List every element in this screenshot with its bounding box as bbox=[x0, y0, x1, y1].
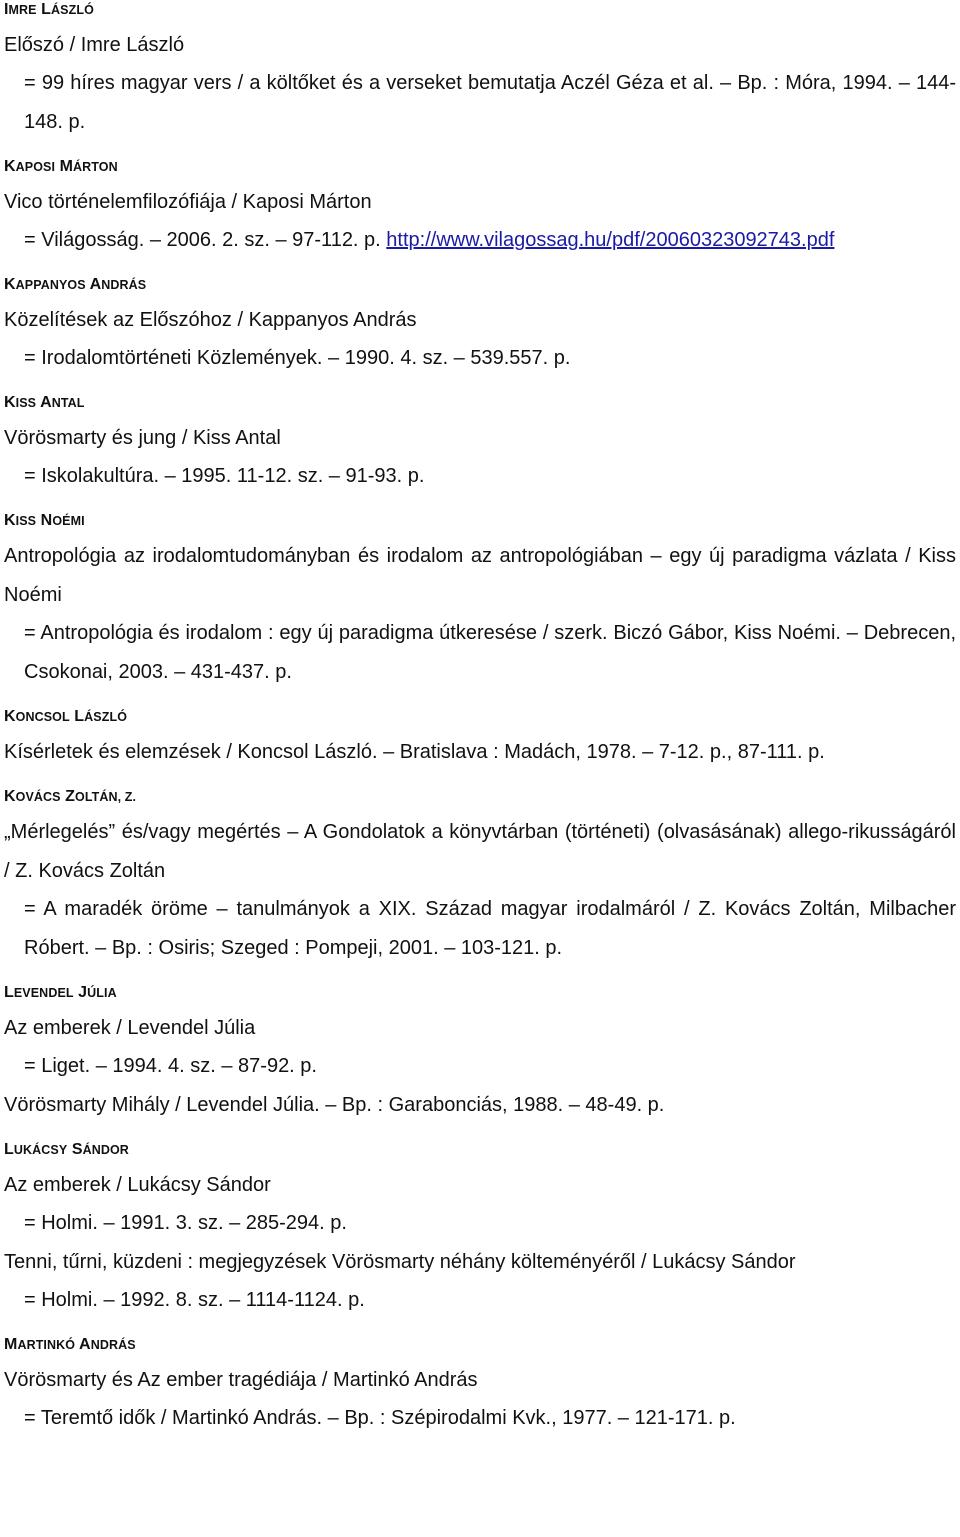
work-title-line: Előszó / Imre László bbox=[4, 34, 185, 56]
author-name-part: L bbox=[4, 984, 14, 1001]
author-heading bbox=[4, 511, 956, 531]
bibliography-entry bbox=[4, 511, 956, 692]
source-citation-line: = Teremtő idők / Martinkó András. – Bp. : Szépirodalmi Kvk., 1977. – 121-171. p. bbox=[24, 1407, 736, 1429]
author-name-part: L bbox=[41, 1, 52, 18]
author-name-part: L bbox=[4, 1141, 14, 1158]
work-title-line: „Mérlegelés” és/vagy megértés – A Gondolatok a könyvtárban (történeti) (olvasásának) allego-rikusságáról / Z. Kovács Zoltán bbox=[4, 821, 956, 882]
author-name-part: L bbox=[74, 708, 85, 725]
bibliography-document bbox=[4, 0, 956, 1438]
author-name-part: NDRÁS bbox=[101, 278, 147, 292]
source-citation-line: = 99 híres magyar vers / a költőket és a verseket bemutatja Aczél Géza et al. – Bp. : Móra, 1994. – 144-148. p. bbox=[24, 72, 956, 133]
source-citation-line bbox=[4, 221, 956, 260]
author-heading bbox=[4, 787, 956, 807]
work-title-line: Az emberek / Lukácsy Sándor bbox=[4, 1174, 271, 1196]
author-name-part: ÚLIA bbox=[87, 986, 117, 1000]
work-title-line: Közelítések az Előszóhoz / Kappanyos András bbox=[4, 309, 417, 331]
author-name-part: OLTÁN, Z. bbox=[75, 790, 137, 804]
bibliography-entry bbox=[4, 1335, 956, 1438]
work-title-line: Vörösmarty és Az ember tragédiája / Martinkó András bbox=[4, 1369, 478, 1391]
author-name-part: M bbox=[59, 158, 74, 175]
author-name-part: K bbox=[4, 512, 16, 529]
author-name-part: UKÁCSY bbox=[13, 1143, 68, 1157]
author-name-part: APOSI bbox=[15, 160, 56, 174]
author-name-part: ISS bbox=[15, 514, 37, 528]
author-name-part: ÁSZLÓ bbox=[51, 3, 94, 17]
work-title-line: Vörösmarty és jung / Kiss Antal bbox=[4, 427, 281, 449]
author-name-part: ISS bbox=[15, 396, 37, 410]
author-name-part: N bbox=[40, 512, 53, 529]
author-name-part: K bbox=[4, 788, 16, 805]
author-name-part: K bbox=[4, 708, 16, 725]
author-heading bbox=[4, 0, 956, 20]
source-citation-line: = Irodalomtörténeti Közlemények. – 1990. 4. sz. – 539.557. p. bbox=[24, 347, 571, 369]
author-heading bbox=[4, 1140, 956, 1160]
bibliography-entry bbox=[4, 1140, 956, 1320]
author-name-part: ONCSOL bbox=[15, 710, 70, 724]
author-heading bbox=[4, 393, 956, 413]
author-name-part: NTAL bbox=[51, 396, 85, 410]
author-name-part: K bbox=[4, 158, 16, 175]
author-name-part: K bbox=[4, 394, 16, 411]
source-citation-line: = A maradék öröme – tanulmányok a XIX. Század magyar irodalmáról / Z. Kovács Zoltán, Milbacher Róbert. – Bp. : Osiris; Szeged : Pompeji, 2001. – 103-121. p. bbox=[24, 898, 956, 959]
work-title-line: Tenni, tűrni, küzdeni : megjegyzések Vörösmarty néhány költeményéről / Lukácsy Sándor bbox=[4, 1251, 796, 1273]
author-name-part: ÁSZLÓ bbox=[84, 710, 128, 724]
source-citation-line: = Iskolakultúra. – 1995. 11-12. sz. – 91-93. p. bbox=[24, 465, 425, 487]
source-citation-line: = Antropológia és irodalom : egy új paradigma útkeresése / szerk. Biczó Gábor, Kiss Noémi. – Debrecen, Csokonai, 2003. – 431-437. p. bbox=[24, 622, 956, 683]
work-title-line: Antropológia az irodalomtudományban és irodalom az antropológiában – egy új paradigma vázlata / Kiss Noémi bbox=[4, 545, 956, 606]
author-name-part: APPANYOS bbox=[15, 278, 86, 292]
author-name-part: M bbox=[4, 1336, 18, 1353]
author-name-part: ÁRTON bbox=[73, 160, 118, 174]
author-heading bbox=[4, 983, 956, 1003]
bibliography-entry bbox=[4, 393, 956, 496]
author-name-part: OVÁCS bbox=[15, 790, 61, 804]
author-name-part: MRE bbox=[8, 3, 37, 17]
bibliography-entry bbox=[4, 707, 956, 772]
author-name-part: ARTINKÓ bbox=[17, 1338, 76, 1352]
author-name-part: EVENDEL bbox=[13, 986, 74, 1000]
author-name-part: A bbox=[79, 1336, 91, 1353]
bibliography-entry bbox=[4, 0, 956, 142]
source-citation-line: = Holmi. – 1991. 3. sz. – 285-294. p. bbox=[24, 1212, 347, 1234]
author-name-part: I bbox=[4, 1, 9, 18]
bibliography-entry bbox=[4, 275, 956, 378]
bibliography-entry bbox=[4, 157, 956, 260]
source-citation-line: = Holmi. – 1992. 8. sz. – 1114-1124. p. bbox=[24, 1289, 365, 1311]
bibliography-entry bbox=[4, 787, 956, 968]
author-name-part: A bbox=[40, 394, 52, 411]
work-title-line: Az emberek / Levendel Júlia bbox=[4, 1017, 256, 1039]
author-name-part: S bbox=[71, 1141, 83, 1158]
author-name-part: OÉMI bbox=[52, 514, 85, 528]
author-name-part: NDRÁS bbox=[90, 1338, 136, 1352]
source-citation-line: = Liget. – 1994. 4. sz. – 87-92. p. bbox=[24, 1055, 317, 1077]
author-name-part: ÁNDOR bbox=[82, 1143, 129, 1157]
work-title-line: Kísérletek és elemzések / Koncsol László. – Bratislava : Madách, 1978. – 7-12. p., 87-111. p. bbox=[4, 741, 825, 763]
author-name-part: A bbox=[89, 276, 102, 293]
author-heading bbox=[4, 707, 956, 727]
bibliography-entry bbox=[4, 983, 956, 1125]
author-name-part: Z bbox=[65, 788, 76, 805]
author-heading bbox=[4, 1335, 956, 1355]
source-citation-text: = Világosság. – 2006. 2. sz. – 97-112. p. bbox=[24, 229, 387, 251]
pdf-link[interactable]: http://www.vilagossag.hu/pdf/20060323092743.pdf bbox=[386, 229, 835, 251]
author-name-part: J bbox=[78, 984, 88, 1001]
author-name-part: K bbox=[4, 276, 16, 293]
work-title-line: Vörösmarty Mihály / Levendel Júlia. – Bp. : Garabonciás, 1988. – 48-49. p. bbox=[4, 1094, 665, 1116]
author-heading bbox=[4, 275, 956, 295]
work-title-line: Vico történelemfilozófiája / Kaposi Márton bbox=[4, 191, 372, 213]
author-heading bbox=[4, 157, 956, 177]
